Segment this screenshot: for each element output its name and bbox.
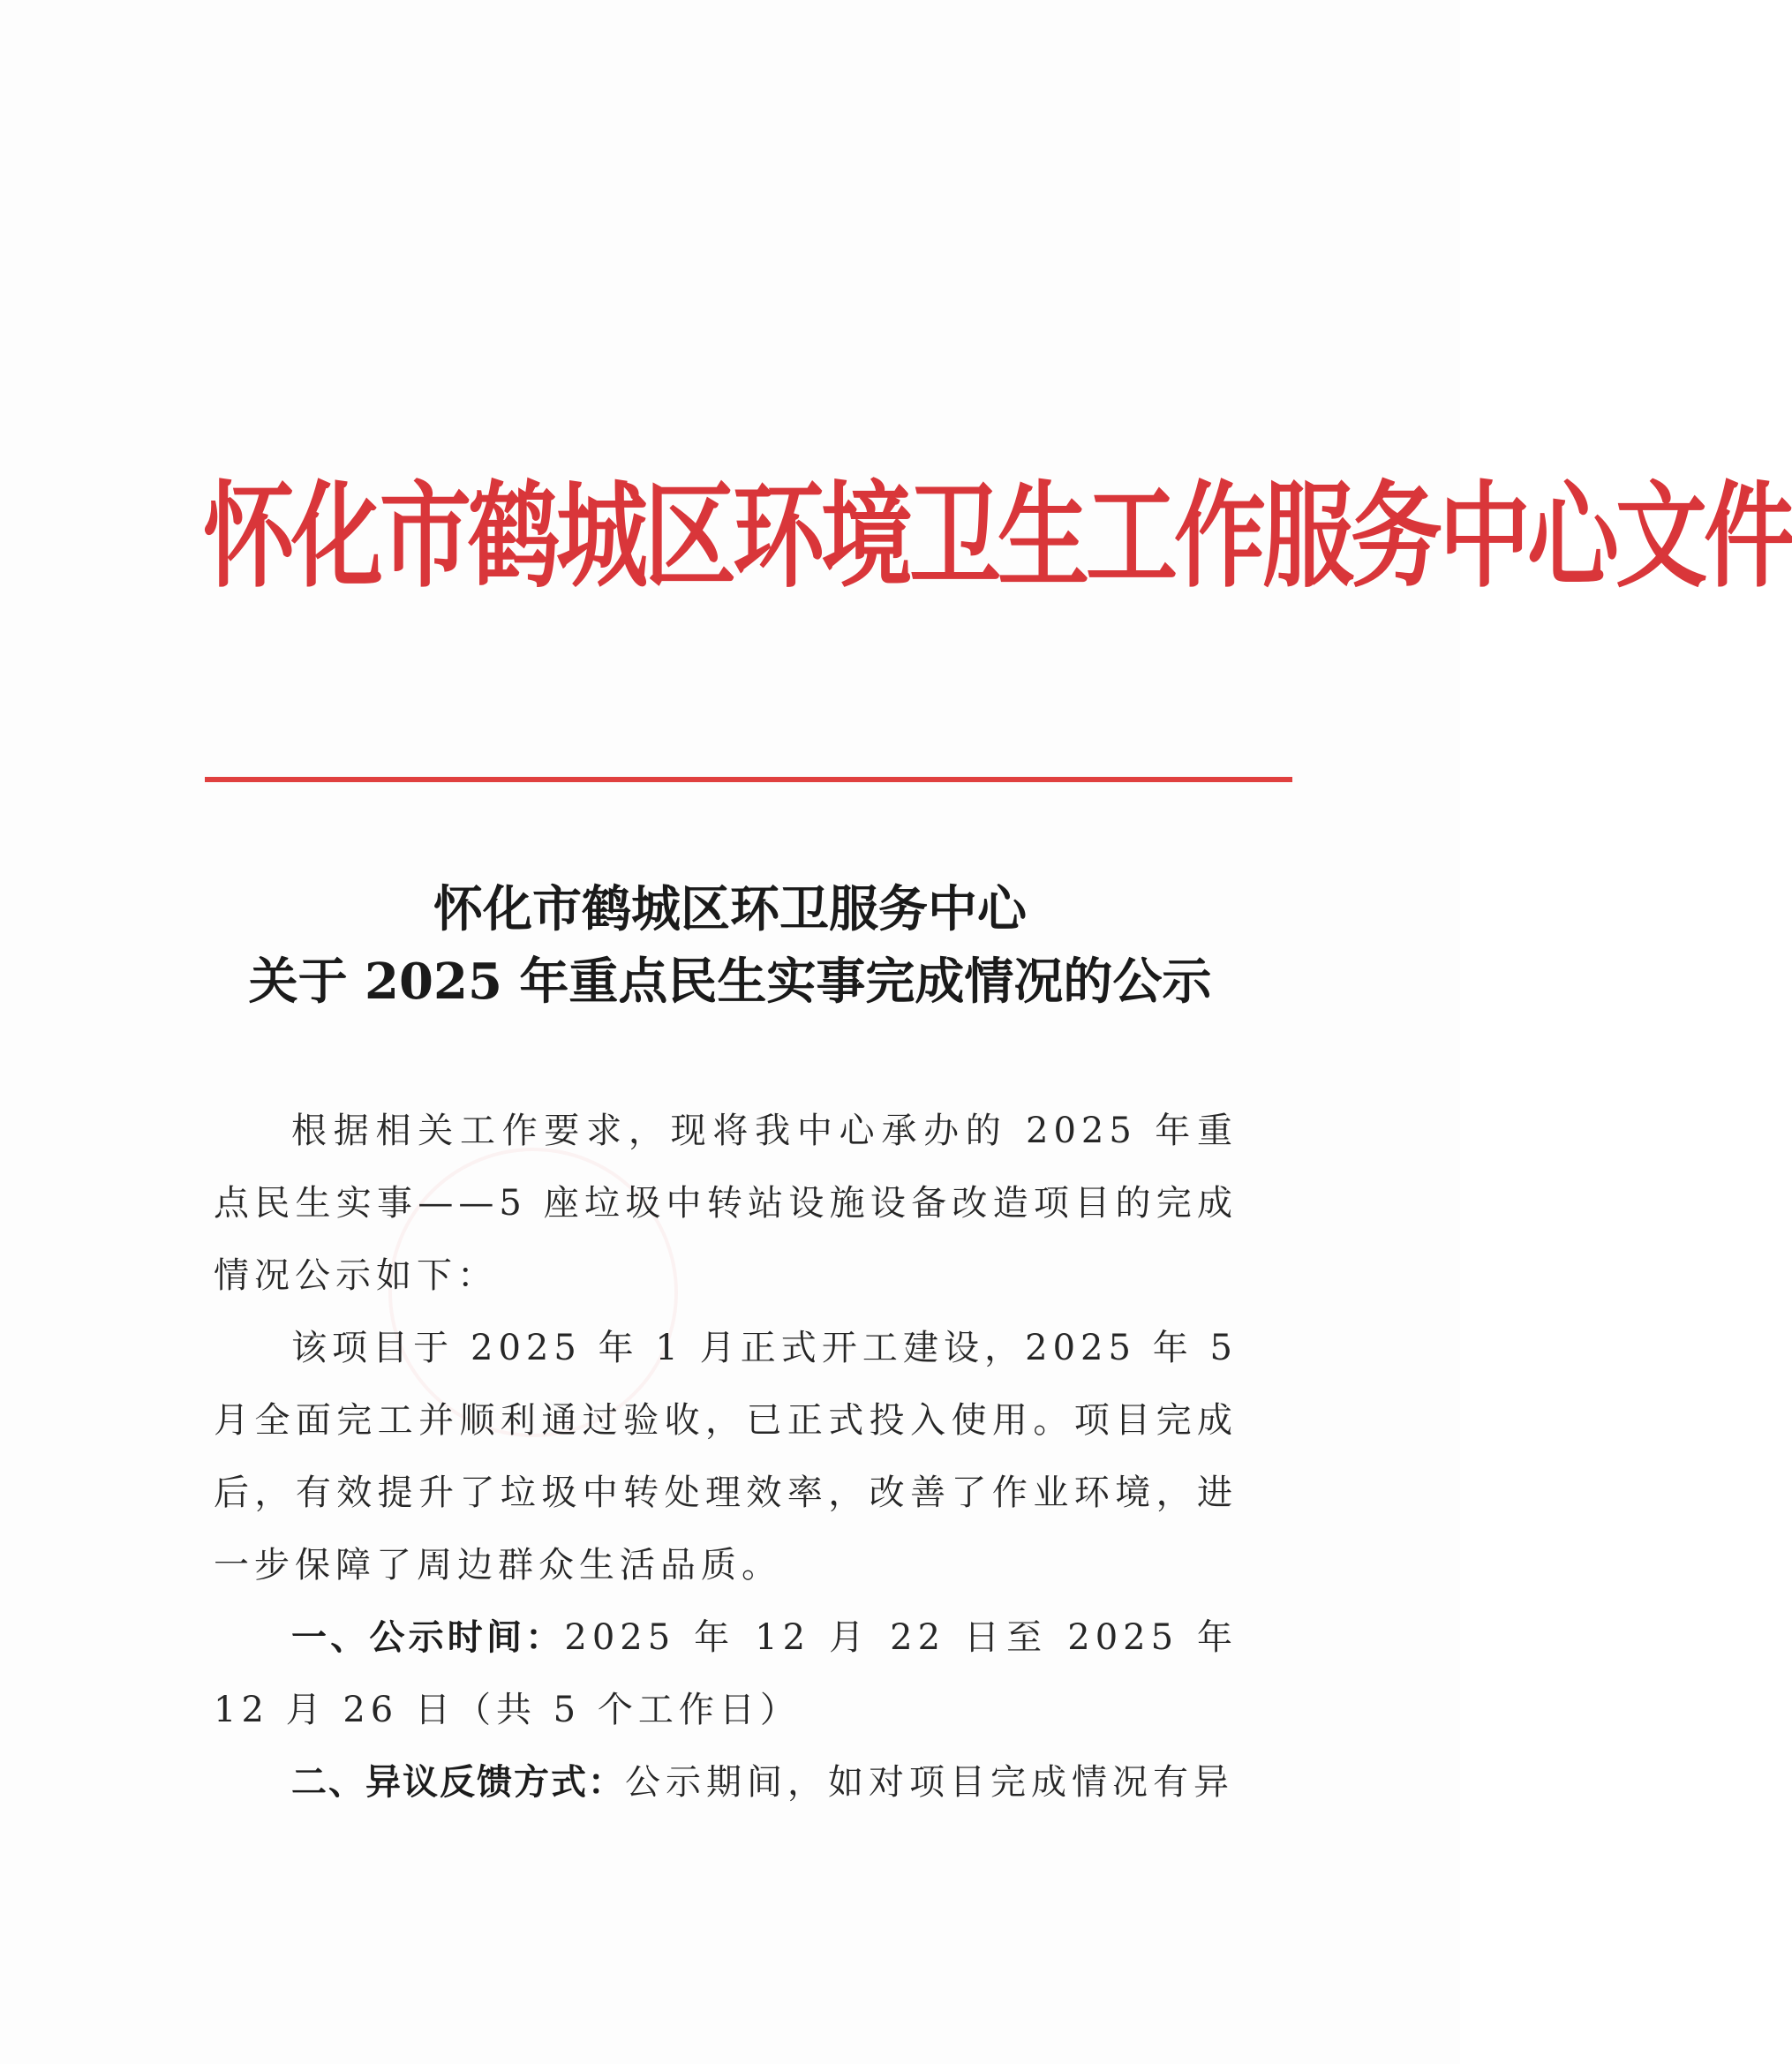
body-paragraph-project: 该项目于 2025 年 1 月正式开工建设，2025 年 5 月全面完工并顺利通过验收，已正式投入使用。项目完成后，有效提升了垃圾中转处理效率，改善了作业环境，进一步保障了周边群众生活品质。 — [214, 1328, 1238, 1586]
section-publicity-period-label: 一、公示时间： — [291, 1617, 565, 1658]
red-separator-line — [205, 777, 1292, 782]
issuer-header-title: 怀化市鹤城区环境卫生工作服务中心文件 — [203, 469, 1792, 604]
section-feedback-method — [214, 1746, 1238, 1819]
section-publicity-period-text: 2025 年 12 月 22 日至 2025 年 12 月 26 日（共 5 个工作日） — [214, 1617, 1238, 1730]
document-title-line1: 怀化市鹤城区环卫服务中心 — [433, 880, 1027, 938]
section-feedback-method-text: 公示期间，如对项目完成情况有异 — [625, 1762, 1234, 1803]
document-title-line2: 关于 2025 年重点民生实事完成情况的公示 — [248, 953, 1212, 1011]
body-paragraph-intro: 根据相关工作要求，现将我中心承办的 2025 年重点民生实事——5 座垃圾中转站设施设备改造项目的完成情况公示如下： — [214, 1111, 1238, 1296]
section-publicity-period — [214, 1601, 1238, 1746]
section-feedback-method-label: 二、异议反馈方式： — [291, 1762, 625, 1803]
document-body — [214, 1095, 1238, 1819]
